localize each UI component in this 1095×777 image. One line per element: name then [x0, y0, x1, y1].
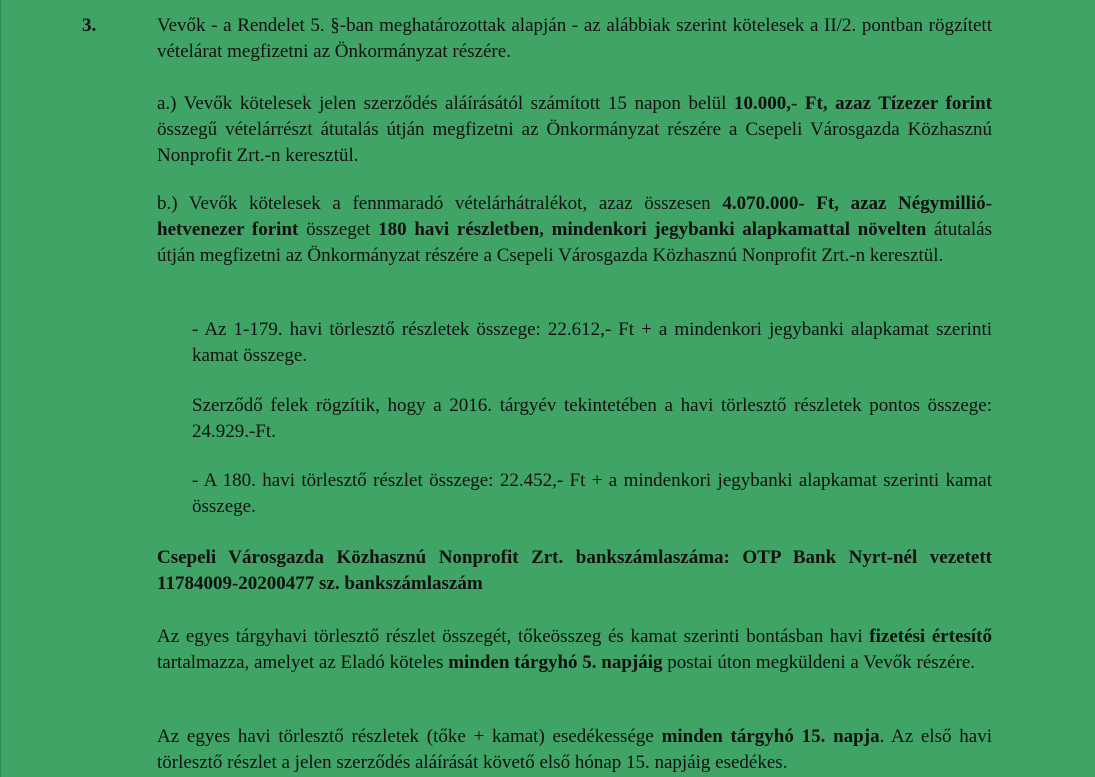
section-intro-text: Vevők - a Rendelet 5. §-ban meghatározottak alapján - az alábbiak szerint kötelesek a II/2. pontban rögzített vételárat megfizetni az Önkormányzat részére.	[157, 15, 992, 62]
item-b-text-2: összeget	[306, 219, 371, 240]
item-b-paragraph	[157, 191, 992, 269]
installment-agreement	[192, 393, 992, 445]
page-edge	[0, 0, 1, 777]
installment-first	[192, 317, 992, 369]
item-b-label: b.)	[157, 193, 178, 214]
installment-last-text: - A 180. havi törlesztő részlet összege: 22.452,- Ft + a mindenkori jegybanki alapkamat szerinti kamat összege.	[192, 470, 992, 517]
notice-bold-1: fizetési értesítő	[869, 626, 992, 647]
item-b-text-1: Vevők kötelesek a fennmaradó vételárhátralékot, azaz összesen	[188, 193, 711, 214]
installment-first-text: - Az 1-179. havi törlesztő részletek összege: 22.612,- Ft + a mindenkori jegybanki alapkamat szerinti kamat összege.	[192, 319, 992, 366]
item-a-amount: 10.000,- Ft, azaz Tízezer forint	[734, 93, 992, 114]
item-a-paragraph	[157, 91, 992, 169]
due-text-2: . Az első havi törlesztő részlet a jelen szerződés aláírását követő első hónap 15. napjáig esedékes.	[157, 726, 992, 773]
payment-notice-paragraph	[157, 624, 992, 676]
notice-bold-2: minden tárgyhó 5. napjáig	[448, 652, 663, 673]
section-number: 3.	[82, 15, 97, 36]
item-a-text-2: összegű vételárrészt átutalás útján megfizetni az Önkormányzat részére a Csepeli Városgazda Közhasznú Nonprofit Zrt.-n keresztül.	[157, 119, 992, 166]
bank-account-text: Csepeli Városgazda Közhasznú Nonprofit Zrt. bankszámlaszáma: OTP Bank Nyrt-nél vezetett 11784009-20200477 sz. bankszámlaszám	[157, 547, 992, 594]
installment-agreement-text: Szerződő felek rögzítik, hogy a 2016. tárgyév tekintetében a havi törlesztő részletek pontos összege: 24.929.-Ft.	[192, 395, 992, 442]
due-date-paragraph	[157, 724, 992, 776]
item-b-text-3: átutalás útján megfizetni az Önkormányzat részére a Csepeli Városgazda Közhasznú Nonprofit Zrt.-n keresztül.	[157, 219, 993, 266]
notice-text-3: postai úton megküldeni a Vevők részére.	[667, 652, 976, 673]
item-a-label: a.)	[157, 93, 177, 114]
notice-text-1: Az egyes tárgyhavi törlesztő részlet összegét, tőkeösszeg és kamat szerinti bontásban havi	[157, 626, 863, 647]
notice-text-2: tartalmazza, amelyet az Eladó köteles	[157, 652, 444, 673]
bank-account-paragraph	[157, 545, 992, 597]
due-text-1: Az egyes havi törlesztő részletek (tőke + kamat) esedékessége	[157, 726, 654, 747]
installment-last	[192, 468, 992, 520]
due-bold-1: minden tárgyhó 15. napja	[661, 726, 880, 747]
item-b-amount: 4.070.000- Ft, azaz Négymillió-hetvenezer forint	[157, 193, 992, 240]
item-a-text-1: Vevők kötelesek jelen szerződés aláírásától számított 15 napon belül	[183, 93, 727, 114]
section-intro	[157, 13, 992, 65]
item-b-terms: 180 havi részletben, mindenkori jegybanki alapkamattal növelten	[378, 219, 927, 240]
